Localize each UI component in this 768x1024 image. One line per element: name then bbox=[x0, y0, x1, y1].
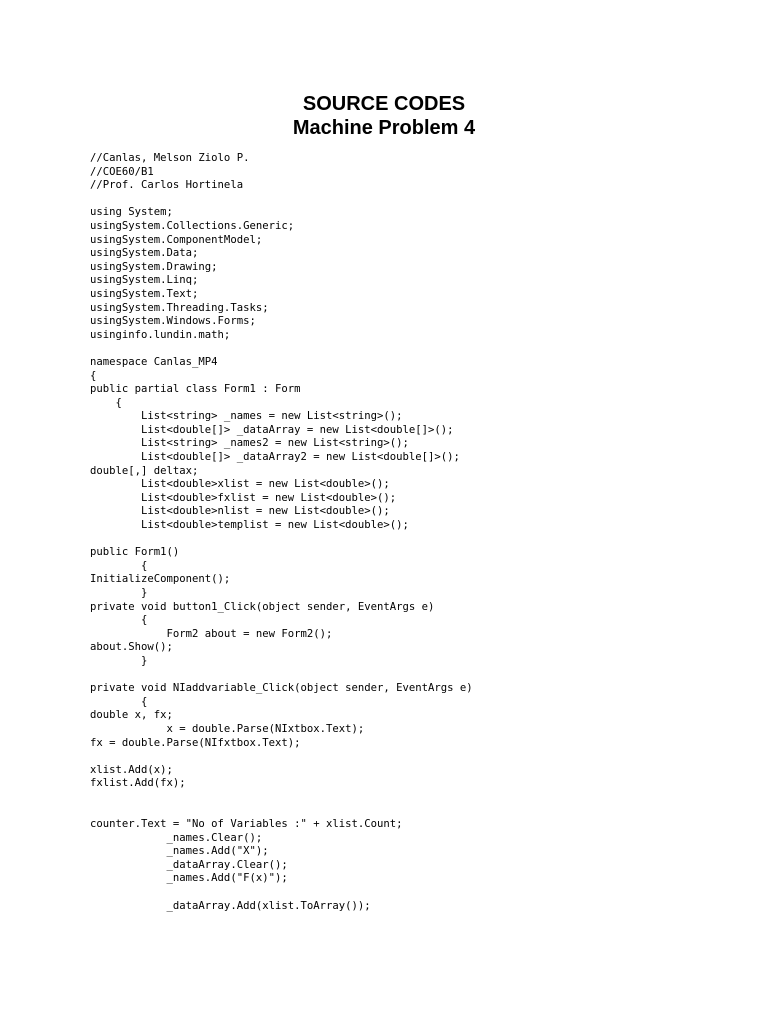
code-line: _names.Clear(); bbox=[90, 831, 263, 844]
code-line: using System; bbox=[90, 206, 173, 219]
code-line: about.Show(); bbox=[90, 641, 173, 654]
code-line: private void NIaddvariable_Click(object sender, EventArgs e) bbox=[90, 682, 473, 695]
code-line: //Canlas, Melson Ziolo P. bbox=[90, 152, 250, 164]
code-line: { bbox=[90, 695, 148, 708]
code-line: List<double>xlist = new List<double>(); bbox=[90, 478, 390, 491]
code-line bbox=[90, 886, 750, 900]
code-line: List<double>templist = new List<double>(); bbox=[90, 519, 409, 532]
code-line: List<double>nlist = new List<double>(); bbox=[90, 505, 390, 518]
code-line bbox=[90, 669, 750, 683]
code-line: //COE60/B1 bbox=[90, 165, 154, 178]
code-line: { bbox=[90, 396, 122, 409]
code-line: _names.Add("F(x)"); bbox=[90, 872, 288, 885]
code-line: public partial class Form1 : Form bbox=[90, 383, 301, 396]
code-line: fx = double.Parse(NIfxtbox.Text); bbox=[90, 736, 301, 749]
code-line: double[,] deltax; bbox=[90, 464, 199, 477]
code-line: usingSystem.Text; bbox=[90, 287, 199, 300]
code-line: usingSystem.Collections.Generic; bbox=[90, 219, 295, 232]
code-line: private void button1_Click(object sender, EventArgs e) bbox=[90, 600, 435, 613]
code-line: usingSystem.Windows.Forms; bbox=[90, 315, 256, 328]
code-line: List<string> _names = new List<string>(); bbox=[90, 410, 403, 423]
code-line bbox=[90, 193, 750, 207]
code-line: usinginfo.lundin.math; bbox=[90, 328, 231, 341]
page-title: SOURCE CODES bbox=[302, 93, 466, 115]
code-line: { bbox=[90, 369, 97, 382]
page-subtitle: Machine Problem 4 bbox=[292, 117, 476, 139]
code-line: _dataArray.Clear(); bbox=[90, 858, 288, 871]
code-line: fxlist.Add(fx); bbox=[90, 777, 186, 790]
source-code-block bbox=[90, 152, 750, 913]
code-line: List<double[]> _dataArray = new List<double[]>(); bbox=[90, 423, 454, 436]
code-line: usingSystem.Linq; bbox=[90, 274, 199, 287]
code-line: _dataArray.Add(xlist.ToArray()); bbox=[90, 899, 371, 912]
code-line: { bbox=[90, 614, 148, 627]
code-line: public Form1() bbox=[90, 546, 180, 559]
code-line bbox=[90, 805, 750, 819]
code-line: counter.Text = "No of Variables :" + xlist.Count; bbox=[90, 818, 403, 831]
code-line: usingSystem.Drawing; bbox=[90, 260, 218, 273]
code-line: } bbox=[90, 654, 148, 667]
code-line: xlist.Add(x); bbox=[90, 763, 173, 776]
code-line bbox=[90, 750, 750, 764]
code-line: } bbox=[90, 587, 148, 599]
code-line: _names.Add("X"); bbox=[90, 845, 269, 858]
code-line: List<double[]> _dataArray2 = new List<double[]>(); bbox=[90, 451, 460, 464]
title-block bbox=[0, 92, 768, 140]
code-line: double x, fx; bbox=[90, 709, 173, 722]
code-line: namespace Canlas_MP4 bbox=[90, 355, 218, 368]
code-line bbox=[90, 791, 750, 805]
code-line: Form2 about = new Form2(); bbox=[90, 627, 333, 640]
code-line: //Prof. Carlos Hortinela bbox=[90, 179, 244, 192]
code-line: usingSystem.ComponentModel; bbox=[90, 233, 263, 246]
code-line: InitializeComponent(); bbox=[90, 573, 231, 586]
code-line: x = double.Parse(NIxtbox.Text); bbox=[90, 722, 365, 735]
code-line: usingSystem.Threading.Tasks; bbox=[90, 301, 269, 314]
code-line: List<double>fxlist = new List<double>(); bbox=[90, 491, 397, 504]
code-line: { bbox=[90, 559, 148, 572]
code-line bbox=[90, 342, 750, 356]
code-line bbox=[90, 533, 750, 547]
code-line: List<string> _names2 = new List<string>(); bbox=[90, 437, 409, 450]
code-line: usingSystem.Data; bbox=[90, 247, 199, 260]
